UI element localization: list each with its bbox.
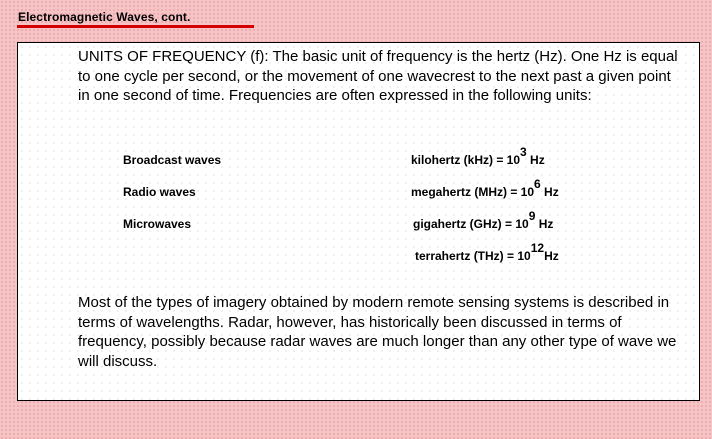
unit-value-thz: terrahertz $(THz) = 10^{12}Hz$ bbox=[415, 241, 559, 263]
closing-paragraph: Most of the types of imagery obtained by modern remote sensing systems is described in terms of wavelengths. Radar, however, has historically been discussed in terms of frequency, possibly because radar waves are much longer than any other type of wave we will discuss. bbox=[78, 294, 677, 370]
unit-label-broadcast: Broadcast waves bbox=[123, 153, 222, 167]
unit-value-ghz: gigahertz $(GHz) = 10^9$ Hz bbox=[413, 209, 554, 231]
page-title: Electromagnetic Waves, cont. bbox=[18, 10, 191, 24]
unit-value-mhz: megahertz $(MHz) = 10^6$ Hz bbox=[411, 177, 559, 199]
unit-value-khz: kilohertz $(kHz) = 10^3$ Hz bbox=[411, 145, 545, 167]
intro-paragraph: UNITS OF FREQUENCY (f): The basic unit of frequency is the hertz (Hz). One Hz is equal to one cycle per second, or the movement of one wavecrest to the next past a given point in one second of time. Frequencies are often expressed in the following units: bbox=[78, 48, 678, 104]
content-panel bbox=[17, 42, 700, 401]
unit-label-microwaves: Microwaves bbox=[123, 217, 192, 231]
unit-label-radio: Radio waves bbox=[123, 185, 196, 199]
title-underline bbox=[17, 25, 254, 28]
